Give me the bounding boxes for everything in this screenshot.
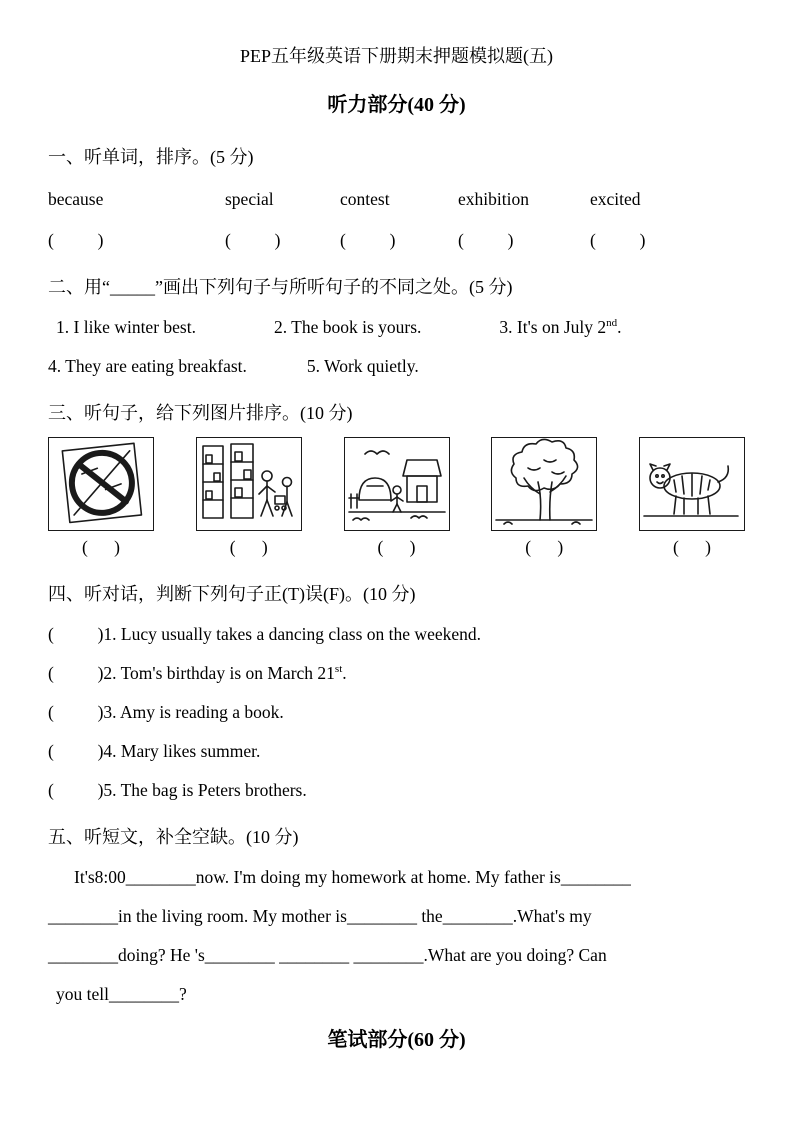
sentence-4: 4. They are eating breakfast.: [48, 356, 247, 376]
written-part-header: 笔试部分(60 分): [327, 1029, 466, 1051]
listening-word-4: exhibition: [458, 189, 529, 209]
picture-blank-2: ( ): [229, 537, 268, 557]
tf-statement-5: ( )5. The bag is Peters brothers.: [48, 780, 307, 800]
tf-statement-2: ( )2. Tom's birthday is on March 21st.: [48, 663, 347, 683]
section2-line2: [48, 356, 745, 377]
listening-word-3: contest: [340, 189, 390, 209]
tf-statement-4: ( )4. Mary likes summer.: [48, 741, 261, 761]
tf-statement-3: ( )3. Amy is reading a book.: [48, 702, 284, 722]
answer-blank-4: ( ): [458, 230, 514, 250]
cloze-line-3: ________doing? He 's________ ________ ________.What are you doing? Can: [48, 945, 607, 965]
tree-image: [492, 438, 596, 530]
cloze-line-1: It's8:00________now. I'm doing my homework at home. My father is________: [74, 867, 631, 887]
sentence-1: 1. I like winter best.: [56, 317, 196, 337]
section3-blanks-row: [48, 537, 745, 558]
cloze-line-4: you tell________?: [56, 984, 187, 1004]
sentence-5: 5. Work quietly.: [306, 356, 419, 376]
answer-blank-5: ( ): [590, 230, 646, 250]
picture-blank-4: ( ): [525, 537, 564, 557]
listening-word-2: special: [225, 189, 274, 209]
supermarket-image: [197, 438, 301, 530]
picture-farm: [344, 437, 450, 531]
picture-no-entry-sign: [48, 437, 154, 531]
section1-heading: 一、听单词，排序。(5 分): [48, 147, 254, 167]
page-title: PEP五年级英语下册期末押题模拟题(五): [239, 46, 553, 66]
listening-word-1: because: [48, 189, 104, 209]
ordinal-suffix: nd: [606, 317, 618, 330]
sentence-3: 3. It's on July 2nd.: [499, 317, 622, 337]
section2-heading: 二、用“_____”画出下列句子与所听句子的不同之处。(5 分): [48, 277, 513, 297]
listening-part-header: 听力部分(40 分): [327, 94, 466, 116]
picture-tiger: [639, 437, 745, 531]
listening-word-5: excited: [590, 189, 641, 209]
picture-blank-3: ( ): [377, 537, 416, 557]
section1-words-row: [48, 189, 745, 210]
section5-heading: 五、听短文，补全空缺。(10 分): [48, 827, 299, 847]
section2-line1: [48, 317, 745, 338]
farm-image: [345, 438, 449, 530]
picture-tree: [491, 437, 597, 531]
picture-supermarket: [196, 437, 302, 531]
picture-blank-5: ( ): [673, 537, 711, 557]
picture-blank-1: ( ): [82, 537, 120, 557]
no-entry-sign-image: [49, 438, 153, 530]
answer-blank-3: ( ): [340, 230, 396, 250]
section3-heading: 三、听句子，给下列图片排序。(10 分): [48, 403, 353, 423]
section4-heading: 四、听对话，判断下列句子正(T)误(F)。(10 分): [48, 584, 416, 604]
answer-blank-1: ( ): [48, 230, 104, 250]
section3-pictures-row: [48, 437, 745, 531]
cloze-line-2: ________in the living room. My mother is________ the________.What's my: [48, 906, 592, 926]
tf-statement-1: ( )1. Lucy usually takes a dancing class on the weekend.: [48, 624, 481, 644]
sentence-2: 2. The book is yours.: [273, 317, 422, 337]
answer-blank-2: ( ): [225, 230, 281, 250]
section1-blanks-row: [48, 230, 745, 251]
ordinal-suffix: st: [334, 663, 343, 676]
tiger-image: [640, 438, 744, 530]
